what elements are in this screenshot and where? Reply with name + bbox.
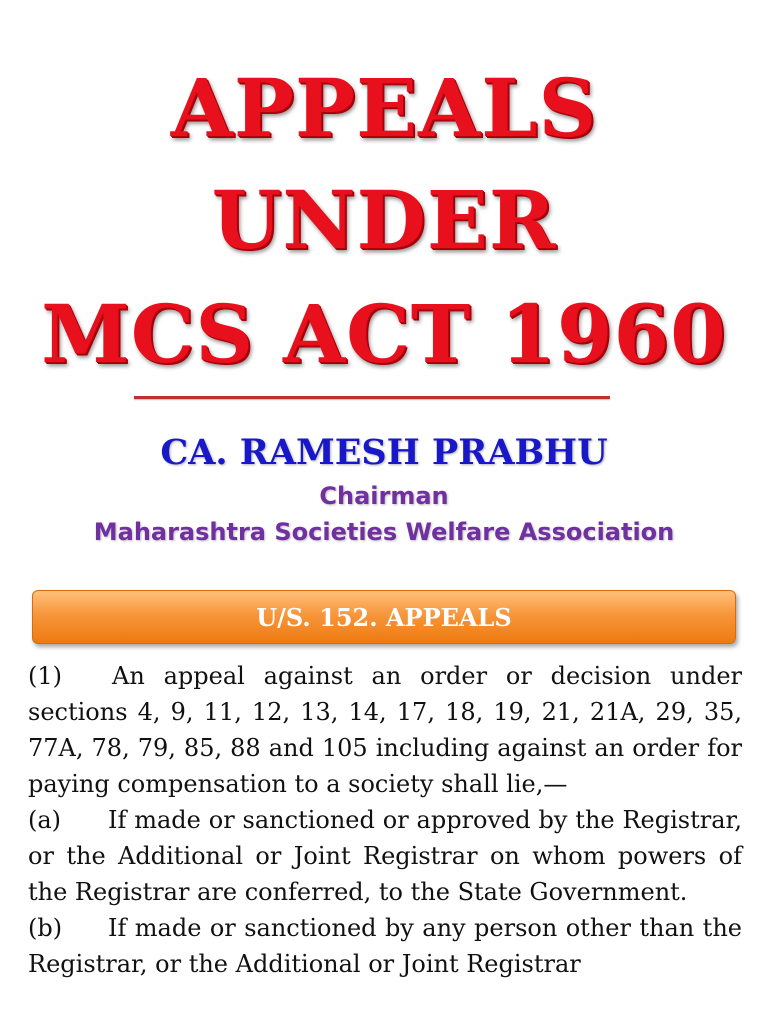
clause-a-text: If made or sanctioned or approved by the Registrar, or the Additional or Joint Registrar on whom powers of the Registrar are conferred, to the State Government.: [28, 806, 742, 906]
paragraph-1-text: An appeal against an order or decision under sections 4, 9, 11, 12, 13, 14, 17, 18, 19, 21, 21A, 29, 35, 77A, 78, 79, 85, 88 and 105 including against an order for paying compensation to a society shall lie,—: [28, 662, 742, 798]
clause-b-text: If made or sanctioned by any person other than the Registrar, or the Additional or Joint Registrar: [28, 914, 742, 978]
body-text: [28, 658, 742, 982]
clause-b-label: (b): [28, 914, 63, 942]
section-heading-bar: [32, 590, 736, 644]
clause-b: [28, 910, 742, 982]
title-line-3: MCS ACT 1960: [41, 287, 727, 381]
paragraph-1: [28, 658, 742, 802]
title-line-1: APPEALS: [170, 61, 598, 155]
section-heading: U/S. 152. APPEALS: [256, 603, 512, 632]
author-organization: Maharashtra Societies Welfare Association: [93, 518, 675, 546]
title-divider: [134, 396, 610, 399]
author-role: Chairman: [319, 482, 449, 510]
author-name: CA. RAMESH PRABHU: [160, 432, 608, 473]
clause-a: [28, 802, 742, 910]
title-line-2: UNDER: [211, 173, 557, 267]
clause-a-label: (a): [28, 806, 62, 834]
paragraph-1-number: (1): [28, 662, 62, 690]
